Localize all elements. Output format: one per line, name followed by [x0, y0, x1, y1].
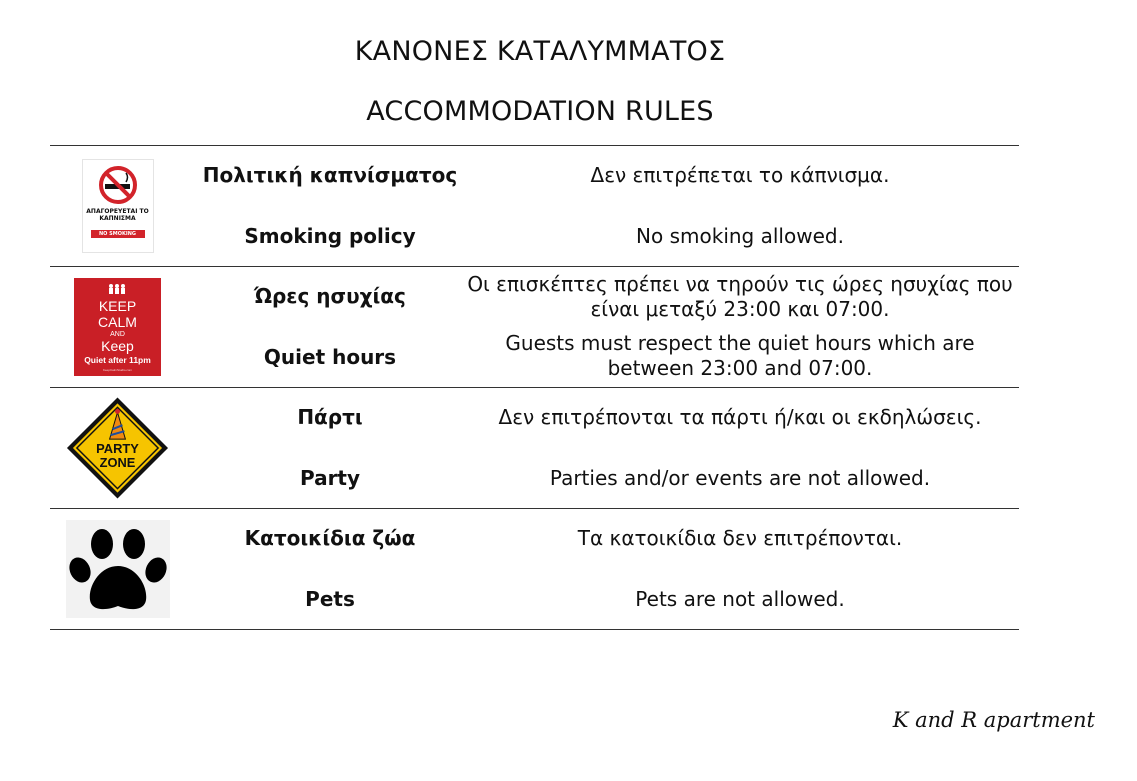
party-zone-icon [65, 398, 170, 498]
rule-row-smoking [50, 146, 1019, 267]
rule-row-quiet-hours [50, 267, 1019, 388]
signature: K and R apartment [892, 708, 1095, 732]
rule-value-greek: Οι επισκέπτες πρέπει να τηρούν τις ώρες ησυχίας που είναι μεταξύ 23:00 και 07:00. [467, 272, 1013, 321]
paw-print-icon [65, 519, 170, 619]
rule-value-greek: Δεν επιτρέπονται τα πάρτι ή/και οι εκδηλώσεις. [498, 405, 982, 429]
rule-label-english: Party [299, 466, 361, 490]
rule-value-greek: Τα κατοικίδια δεν επιτρέπονται. [577, 526, 903, 550]
svg-text:PARTY: PARTY [96, 440, 139, 456]
rule-value-english: Pets are not allowed. [635, 587, 845, 611]
rule-value-greek: Δεν επιτρέπεται το κάπνισμα. [590, 163, 890, 187]
page-title-greek: ΚΑΝΟΝΕΣ ΚΑΤΑΛΥΜΜΑΤΟΣ [354, 36, 726, 67]
rule-label-greek: Κατοικίδια ζώα [244, 526, 416, 550]
no-smoking-icon: ΑΠΑΓΟΡΕΥΕΤΑΙ ΤΟ ΚΑΠΝΙΣΜΑ NO SMOKING [65, 156, 170, 256]
rule-label-greek: Πολιτική καπνίσματος [202, 163, 458, 187]
rule-label-english: Quiet hours [263, 345, 397, 369]
rule-value-english: No smoking allowed. [636, 224, 844, 248]
page-title-english: ACCOMMODATION RULES [366, 96, 714, 127]
rule-label-greek: Πάρτι [297, 405, 363, 429]
rule-label-english: Pets [305, 587, 355, 611]
keep-calm-icon: KEEP CALM AND Keep Quiet after 11pm KeepCalmStudio.com [65, 277, 170, 377]
rule-label-greek: Ώρες ησυχίας [254, 284, 406, 308]
svg-text:ZONE: ZONE [99, 454, 136, 470]
rule-row-pets [50, 509, 1019, 630]
rules-table [50, 145, 1019, 630]
rule-value-english: Parties and/or events are not allowed. [549, 466, 931, 490]
rule-row-party [50, 388, 1019, 509]
rule-value-english: Guests must respect the quiet hours which are between 23:00 and 07:00. [505, 331, 975, 380]
rule-label-english: Smoking policy [244, 224, 416, 248]
